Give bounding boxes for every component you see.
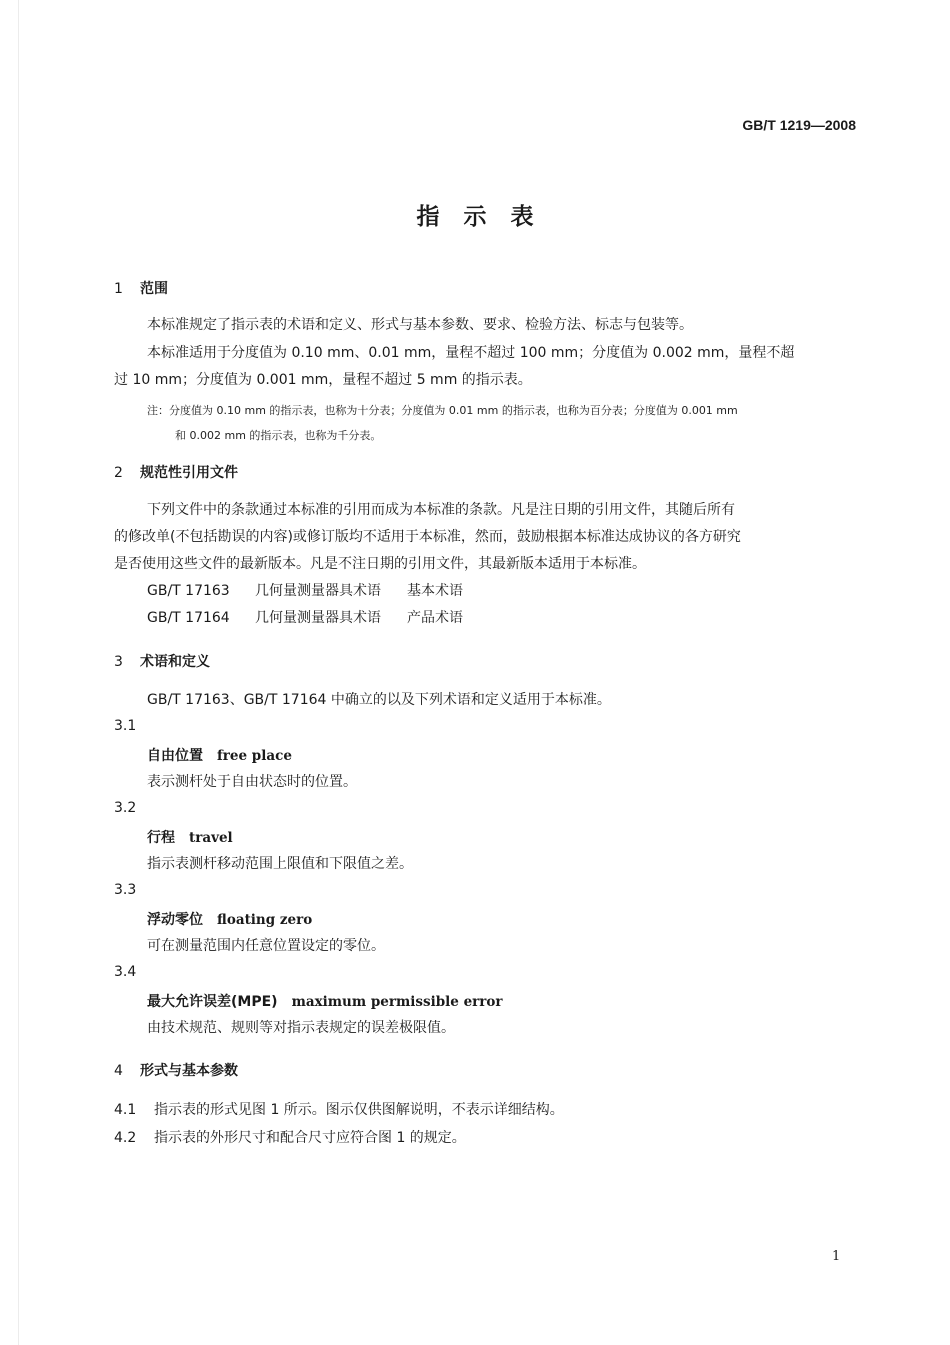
section-2-heading bbox=[114, 462, 238, 482]
clause bbox=[114, 1128, 466, 1148]
clause-number: 4.1 bbox=[114, 1102, 137, 1118]
reference-title: 几何量测量器具术语 bbox=[255, 610, 381, 626]
paragraph: 下列文件中的条款通过本标准的引用而成为本标准的条款。凡是注日期的引用文件，其随后所有 bbox=[147, 502, 735, 518]
paragraph: 本标准规定了指示表的术语和定义、形式与基本参数、要求、检验方法、标志与包装等。 bbox=[147, 317, 693, 333]
clause-text: 指示表的形式见图 1 所示。图示仅供图解说明，不表示详细结构。 bbox=[154, 1102, 564, 1118]
paragraph: GB/T 17163、GB/T 17164 中确立的以及下列术语和定义适用于本标准。 bbox=[147, 692, 611, 708]
term-heading bbox=[147, 745, 292, 765]
reference-subtitle: 基本术语 bbox=[407, 583, 463, 599]
reference-item bbox=[147, 581, 463, 601]
standard-number: GB/T 1219—2008 bbox=[742, 117, 856, 133]
section-3-heading bbox=[114, 651, 210, 671]
paragraph: 是否使用这些文件的最新版本。凡是不注日期的引用文件，其最新版本适用于本标准。 bbox=[114, 556, 646, 572]
reference-code: GB/T 17163 bbox=[147, 583, 230, 599]
term-cn: 浮动零位 bbox=[147, 912, 203, 928]
term-number: 3.1 bbox=[114, 718, 137, 734]
term-definition: 表示测杆处于自由状态时的位置。 bbox=[147, 774, 357, 790]
section-1-heading bbox=[114, 278, 168, 298]
section-title: 范围 bbox=[140, 281, 168, 297]
term-en: floating zero bbox=[217, 912, 313, 928]
clause-text: 指示表的外形尺寸和配合尺寸应符合图 1 的规定。 bbox=[154, 1130, 466, 1146]
term-cn: 最大允许误差(MPE) bbox=[147, 994, 278, 1010]
term-number: 3.3 bbox=[114, 882, 137, 898]
term-en: travel bbox=[189, 830, 233, 846]
section-title: 规范性引用文件 bbox=[140, 465, 238, 481]
page-number: 1 bbox=[832, 1249, 841, 1264]
term-definition: 由技术规范、规则等对指示表规定的误差极限值。 bbox=[147, 1020, 455, 1036]
reference-subtitle: 产品术语 bbox=[407, 610, 463, 626]
term-definition: 可在测量范围内任意位置设定的零位。 bbox=[147, 938, 385, 954]
term-en: free place bbox=[217, 748, 292, 764]
note: 和 0.002 mm 的指示表，也称为千分表。 bbox=[175, 429, 382, 442]
reference-item bbox=[147, 608, 463, 628]
reference-title: 几何量测量器具术语 bbox=[255, 583, 381, 599]
term-en: maximum permissible error bbox=[291, 994, 503, 1010]
section-4-heading bbox=[114, 1060, 238, 1080]
paragraph: 的修改单(不包括勘误的内容)或修订版均不适用于本标准，然而，鼓励根据本标准达成协议的各方研究 bbox=[114, 529, 741, 545]
section-number: 3 bbox=[114, 654, 123, 670]
term-cn: 自由位置 bbox=[147, 748, 203, 764]
term-number: 3.2 bbox=[114, 800, 137, 816]
term-cn: 行程 bbox=[147, 830, 175, 846]
note: 注：分度值为 0.10 mm 的指示表，也称为十分表；分度值为 0.01 mm 的指示表，也称为百分表；分度值为 0.001 mm bbox=[147, 404, 738, 417]
clause bbox=[114, 1100, 564, 1120]
term-heading bbox=[147, 909, 312, 929]
section-number: 4 bbox=[114, 1063, 123, 1079]
section-number: 1 bbox=[114, 281, 123, 297]
term-heading bbox=[147, 991, 503, 1011]
term-definition: 指示表测杆移动范围上限值和下限值之差。 bbox=[147, 856, 413, 872]
term-number: 3.4 bbox=[114, 964, 137, 980]
section-title: 形式与基本参数 bbox=[140, 1063, 238, 1079]
term-heading bbox=[147, 827, 233, 847]
section-title: 术语和定义 bbox=[140, 654, 210, 670]
paragraph: 过 10 mm；分度值为 0.001 mm，量程不超过 5 mm 的指示表。 bbox=[114, 372, 532, 388]
section-number: 2 bbox=[114, 465, 123, 481]
document-title: 指示表 bbox=[416, 204, 558, 230]
clause-number: 4.2 bbox=[114, 1130, 137, 1146]
reference-code: GB/T 17164 bbox=[147, 610, 230, 626]
paragraph: 本标准适用于分度值为 0.10 mm、0.01 mm，量程不超过 100 mm；分度值为 0.002 mm，量程不超 bbox=[147, 345, 795, 361]
